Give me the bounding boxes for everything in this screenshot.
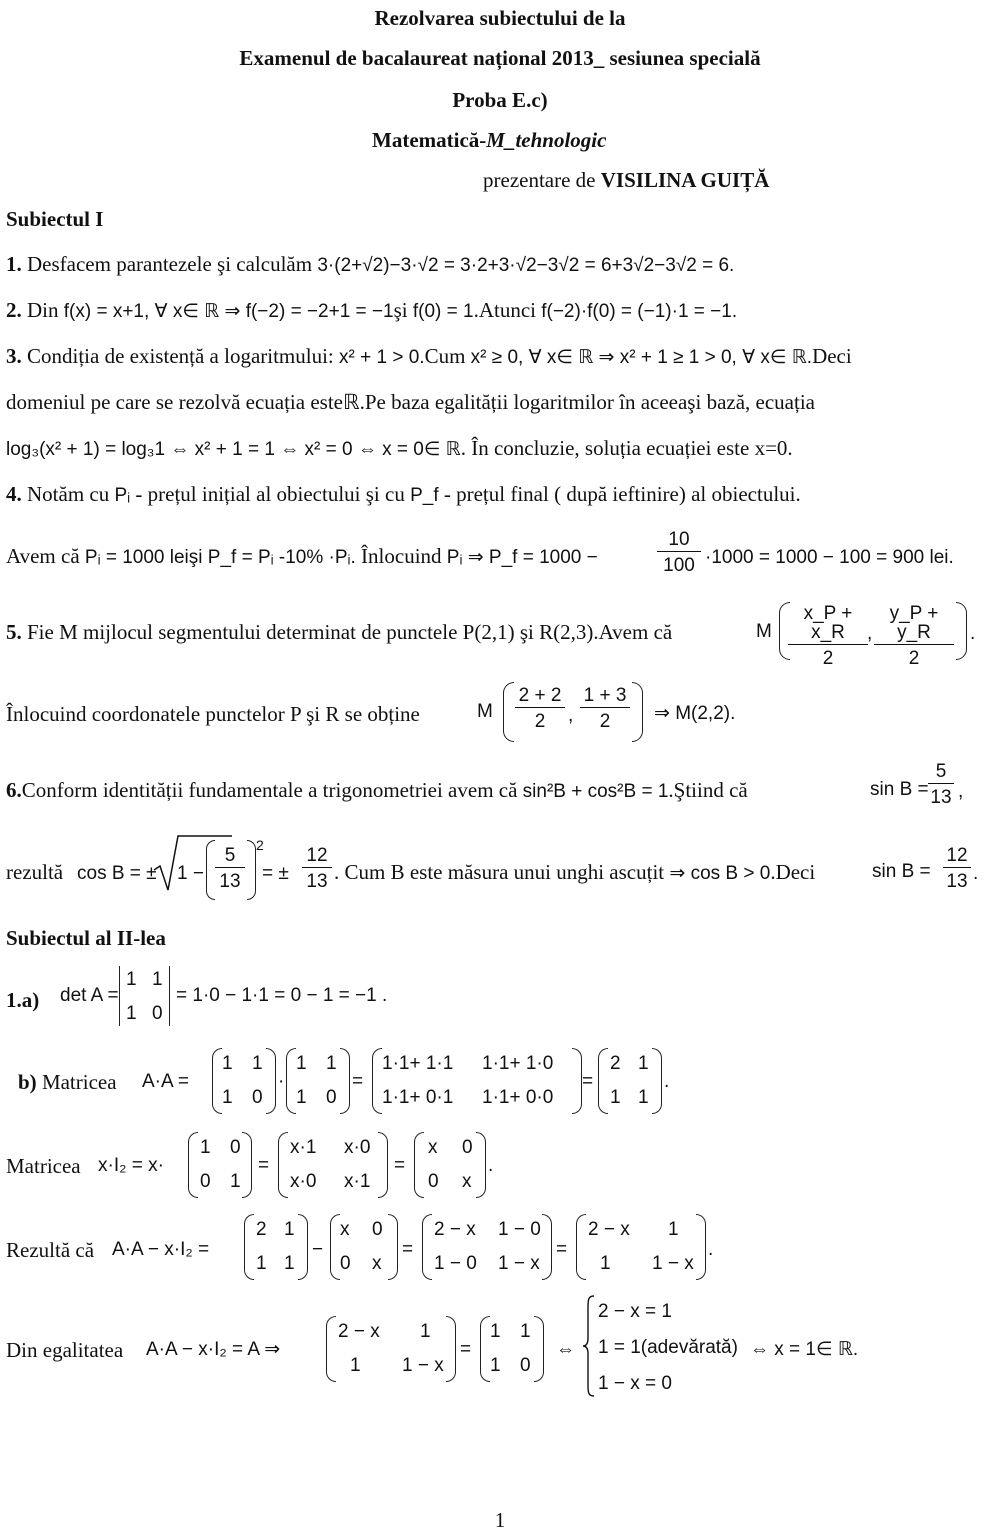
equals-7: =: [460, 1339, 472, 1360]
rez-m4-12: 1: [668, 1219, 679, 1240]
paren-right: [956, 602, 967, 660]
rez-lhs: A·A − x·I₂ =: [112, 1239, 210, 1260]
item-6-rezulta: rezultă: [6, 860, 64, 884]
item-5-num: 5.: [6, 620, 22, 644]
prod-cell-12: 1·1+ 1·0: [482, 1053, 554, 1074]
item-2: [6, 300, 737, 321]
xI-mid-left: [278, 1132, 288, 1198]
item-5-line-1: [6, 622, 672, 643]
period-2: .: [664, 1071, 670, 1092]
coord-y-den: 2: [599, 711, 611, 732]
matrix-prod-left: [372, 1048, 382, 1114]
din-m1-right: [446, 1316, 456, 1382]
matrix-A-left: [212, 1048, 222, 1114]
item-6-cum-text: . Cum B este măsura unui unghi ascuțit: [334, 860, 665, 884]
rez-m3-11: 2 − x: [434, 1219, 476, 1240]
din-label: Din egalitatea: [6, 1338, 124, 1362]
rez-m1-22: 1: [284, 1253, 295, 1274]
prod-cell-22: 1·1+ 0·0: [482, 1087, 554, 1108]
author-prefix: prezentare de: [483, 168, 601, 192]
din-m2-12: 1: [520, 1321, 531, 1342]
item-6-math-1: sin²B + cos²B = 1: [522, 781, 669, 802]
A-cell-22: 0: [252, 1087, 263, 1108]
item-6-line-1: [6, 780, 748, 801]
item-3-line-2: [6, 392, 815, 413]
I2-cell-22: 1: [230, 1171, 241, 1192]
rez-m2-21: 0: [340, 1253, 351, 1274]
item-4-math-1: Pᵢ = 1000 leişi P_f = Pᵢ -10% ·Pᵢ.: [84, 547, 356, 568]
xI-cell-12: x·0: [344, 1137, 371, 1158]
A2-cell-21: 1: [296, 1087, 307, 1108]
sinB-label: sin B =: [870, 779, 929, 800]
matrix-A2-right: [340, 1048, 350, 1114]
rez-m4-11: 2 − x: [588, 1219, 630, 1240]
din-m2-right: [534, 1316, 544, 1382]
prod-cell-21: 1·1+ 0·1: [382, 1087, 454, 1108]
din-m1-left: [326, 1316, 336, 1382]
rez-m2-22: x: [372, 1253, 382, 1274]
thirteen-c: 13: [306, 871, 328, 892]
det-cell-22: 0: [152, 1003, 163, 1024]
header-subject: Matematică-: [372, 128, 487, 152]
I2-left: [188, 1132, 198, 1198]
item-6-stiind: .Ştiind că: [668, 778, 748, 802]
item-1a-num: 1.a): [6, 988, 40, 1012]
equals-3: =: [258, 1155, 270, 1176]
xI-res-11: x: [428, 1137, 438, 1158]
y-numerator: y_P + y_R: [874, 604, 954, 645]
A-cell-11: 1: [222, 1053, 233, 1074]
item-b-label: [18, 1072, 117, 1093]
rez-m3-left: [422, 1214, 432, 1280]
item-4-text-1: Notăm cu: [21, 482, 115, 506]
rez-m3-right: [542, 1214, 552, 1280]
item-1-math: 3·(2+√2)−3·√2 = 3·2+3·√2−3√2 = 6+3√2−3√2 = 6.: [317, 255, 735, 276]
det-bar-right: [169, 966, 170, 1026]
det-cell-21: 1: [126, 1003, 137, 1024]
din-m1-21: 1: [350, 1355, 361, 1376]
header-line-3: Proba E.c): [452, 88, 548, 112]
system-eq-3: 1 − x = 0: [598, 1373, 672, 1394]
item-2-num: 2.: [6, 298, 22, 322]
item-3-math-1: x² + 1 > 0.: [339, 347, 425, 368]
item-2-si: şi: [393, 298, 408, 322]
fraction-12-13-b: [943, 846, 971, 891]
res-cell-22: 1: [638, 1087, 649, 1108]
five: 5: [928, 762, 954, 784]
matrix-prod-right: [572, 1048, 582, 1114]
res-cell-11: 2: [610, 1053, 621, 1074]
equals-2: =: [582, 1071, 594, 1092]
coord-x-den: 2: [534, 711, 546, 732]
det-bar-left: [119, 966, 120, 1026]
xI-cell-21: x·0: [290, 1171, 317, 1192]
twelve: 12: [302, 846, 332, 868]
equals-5: =: [402, 1239, 414, 1260]
square-exponent: 2: [256, 837, 264, 853]
A2-cell-12: 1: [326, 1053, 337, 1074]
five-b: 5: [215, 846, 245, 868]
xI-mid-right: [378, 1132, 388, 1198]
item-6-cum: [334, 862, 815, 883]
item-b-num: b): [18, 1070, 37, 1094]
coord-x-num: 2 + 2: [515, 686, 565, 708]
xI-res-right: [476, 1132, 486, 1198]
item-6-deci: .Deci: [770, 860, 816, 884]
det-result: = 1·0 − 1·1 = 0 − 1 = −1 .: [176, 985, 388, 1006]
thirteen-b: 13: [219, 871, 241, 892]
rez-label: Rezultă că: [6, 1238, 95, 1262]
x-denominator: 2: [822, 648, 834, 669]
matrix-A-right: [266, 1048, 276, 1114]
final-result: ⇔ x = 1∈ ℝ.: [750, 1339, 859, 1360]
item-1-num: 1.: [6, 252, 22, 276]
twelve-b: 12: [943, 846, 971, 868]
rez-m3-22: 1 − x: [498, 1253, 540, 1274]
section-title-2: Subiectul al II-lea: [6, 926, 166, 950]
rez-m1-11: 2: [256, 1219, 267, 1240]
M-letter: M: [477, 701, 493, 722]
equals-4: =: [394, 1155, 406, 1176]
det-label: det A =: [60, 985, 119, 1006]
matrix-res-left: [598, 1048, 608, 1114]
item-3-text-1: Condiția de existență a logaritmului:: [21, 344, 334, 368]
item-4-text-2: - prețul inițial al obiectului şi cu: [130, 482, 411, 506]
res-cell-21: 1: [610, 1087, 621, 1108]
item-2-math-1: f(x) = x+1, ∀ x∈ ℝ ⇒ f(−2) = −2+1 = −1: [63, 301, 394, 322]
din-lhs: A·A − x·I₂ = A ⇒: [146, 1339, 281, 1360]
item-1: [6, 254, 734, 275]
I2-cell-21: 0: [200, 1171, 211, 1192]
prod-cell-11: 1·1+ 1·1: [382, 1053, 454, 1074]
A-cell-12: 1: [252, 1053, 263, 1074]
xI-res-left: [414, 1132, 424, 1198]
rez-m3-21: 1 − 0: [434, 1253, 477, 1274]
paren-left-3: [206, 840, 215, 900]
xI-res-21: 0: [428, 1171, 439, 1192]
system-eq-2: 1 = 1(adevărată): [598, 1337, 738, 1358]
paren-right-2: [632, 682, 643, 742]
header-line-4: [372, 130, 606, 151]
reals-symbol: ℝ: [342, 390, 360, 414]
item-4-inlocuind: Înlocuind: [361, 544, 442, 568]
rez-m1-21: 1: [256, 1253, 267, 1274]
sinB-label-2: sin B =: [872, 861, 931, 882]
cosB-label: cos B = ±: [77, 863, 157, 884]
comma-2: ,: [568, 705, 574, 726]
item-3-num: 3.: [6, 344, 22, 368]
item-2-math-2: f(0) = 1: [412, 301, 474, 322]
din-m1-12: 1: [420, 1321, 431, 1342]
I2-cell-12: 0: [230, 1137, 241, 1158]
res-cell-12: 1: [638, 1053, 649, 1074]
paren-left-2: [503, 682, 514, 742]
coord-y-num: 1 + 3: [580, 686, 630, 708]
rez-m1-left: [244, 1214, 254, 1280]
system-brace-icon: [582, 1294, 596, 1398]
x-numerator: x_P + x_R: [788, 604, 868, 645]
item-5-end: .: [970, 623, 976, 644]
A-cell-21: 1: [222, 1087, 233, 1108]
item-4-math-2: Pᵢ ⇒ P_f = 1000 −: [446, 547, 598, 568]
item-2-din: Din: [27, 298, 59, 322]
coord-x-fraction: [515, 686, 565, 731]
section-title-1: Subiectul I: [6, 207, 104, 231]
A2-cell-11: 1: [296, 1053, 307, 1074]
det-cell-11: 1: [126, 969, 137, 990]
din-m2-21: 1: [490, 1355, 501, 1376]
din-m2-22: 0: [520, 1355, 531, 1376]
item-3-cum: Cum: [424, 344, 466, 368]
item-6-text-1: Conform identității fundamentale a trigonometriei avem că: [21, 778, 518, 802]
system-eq-1: 2 − x = 1: [598, 1301, 672, 1322]
period-3: .: [488, 1155, 494, 1176]
rez-m4-right: [696, 1214, 706, 1280]
rez-m4-22: 1 − x: [652, 1253, 694, 1274]
fraction-5-13-b: [215, 846, 245, 891]
item-2-atunci: .Atunci: [473, 298, 536, 322]
period-4: .: [708, 1239, 714, 1260]
din-m2-11: 1: [490, 1321, 501, 1342]
fraction-12-13: [302, 846, 332, 891]
fraction-5-13: [928, 762, 954, 807]
item-3-text-3: .Pe baza egalității logaritmilor în aceeaşi bază, ecuația: [359, 390, 815, 414]
midpoint-M: M: [756, 621, 772, 642]
rez-m1-12: 1: [284, 1219, 295, 1240]
item-3-deci: Deci: [812, 344, 852, 368]
AA-label: A·A =: [142, 1071, 189, 1092]
item-4-num: 4.: [6, 482, 22, 506]
item-b-text: Matricea: [36, 1070, 117, 1094]
xI-res-22: x: [462, 1171, 472, 1192]
period: .: [973, 863, 979, 884]
din-m1-11: 2 − x: [338, 1321, 380, 1342]
I2-cell-11: 1: [200, 1137, 211, 1158]
rez-m1-right: [298, 1214, 308, 1280]
item-4-line-2a: [6, 546, 598, 567]
item-6-num: 6.: [6, 778, 22, 802]
item-3-math-2: x² ≥ 0, ∀ x∈ ℝ ⇒ x² + 1 ≥ 1 > 0, ∀ x∈ ℝ.: [470, 347, 813, 368]
rez-m4-21: 1: [600, 1253, 611, 1274]
equals-6: =: [556, 1239, 568, 1260]
A2-cell-22: 0: [326, 1087, 337, 1108]
fraction-10-100: [657, 530, 701, 575]
item-5-text-2: Înlocuind coordonatele punctelor P şi R se obține: [6, 702, 420, 726]
xI-lhs: x·I₂ = x·: [98, 1155, 164, 1176]
fraction-numerator: 10: [657, 530, 701, 552]
one-minus: 1 −: [177, 863, 204, 884]
item-6-math-2: ⇒ cos B > 0: [669, 863, 771, 884]
det-cell-12: 1: [152, 969, 163, 990]
item-4-math-3: ·1000 = 1000 − 100 = 900 lei.: [705, 547, 954, 568]
item-4-avem: Avem că: [6, 544, 80, 568]
din-m1-22: 1 − x: [402, 1355, 444, 1376]
item-2-math-3: f(−2)·f(0) = (−1)·1 = −1.: [541, 301, 738, 322]
midpoint-y-fraction: [874, 604, 954, 668]
rez-m2-12: 0: [372, 1219, 383, 1240]
item-4-pf: P_f: [410, 485, 439, 506]
equiv-arrow: ⇔: [556, 1339, 575, 1360]
item-3-text-2: domeniul pe care se rezolvă ecuația este: [6, 390, 343, 414]
dot: ·: [278, 1071, 285, 1092]
rez-m3-12: 1 − 0: [498, 1219, 541, 1240]
xI-cell-22: x·1: [344, 1171, 371, 1192]
item-5-result: ⇒ M(2,2).: [654, 703, 736, 724]
header-profile: M_tehnologic: [486, 128, 607, 152]
thirteen-d: 13: [946, 871, 968, 892]
fraction-denominator: 100: [663, 555, 695, 576]
item-4-text-3: - prețul final ( după ieftinire) al obiectului.: [438, 482, 801, 506]
item-4-line-1: [6, 484, 801, 505]
header-line-1: Rezolvarea subiectului de la: [374, 6, 626, 30]
equals: =: [352, 1071, 364, 1092]
paren-right-3: [247, 840, 256, 900]
rez-m2-left: [330, 1214, 340, 1280]
author-name: VISILINA GUIȚĂ: [600, 168, 770, 192]
din-m2-left: [480, 1316, 490, 1382]
header-line-5: [483, 170, 769, 191]
comma-3: ,: [958, 781, 964, 802]
minus: −: [312, 1239, 324, 1260]
item-3-math-3: log₃(x² + 1) = log₃1 ⇔ x² + 1 = 1 ⇔ x² = 0 ⇔ x = 0∈ ℝ: [6, 439, 461, 460]
thirteen: 13: [930, 787, 952, 808]
xI-res-12: 0: [462, 1137, 473, 1158]
matrix-A2-left: [286, 1048, 296, 1114]
equals-pm: = ±: [262, 863, 289, 884]
rez-m2-right: [388, 1214, 398, 1280]
xI-cell-11: x·1: [290, 1137, 317, 1158]
midpoint-x-fraction: [788, 604, 868, 668]
item-3-line-3: [6, 438, 793, 459]
coord-y-fraction: [580, 686, 630, 731]
y-denominator: 2: [908, 648, 920, 669]
item-4-pi: Pᵢ: [114, 485, 131, 506]
page-number: 1: [494, 1508, 506, 1532]
comma: ,: [867, 623, 873, 644]
header-line-2: Examenul de bacalaureat național 2013_ sesiunea specială: [239, 46, 761, 70]
rez-m2-11: x: [340, 1219, 350, 1240]
matrix-res-right: [652, 1048, 662, 1114]
item-3-text-4: . În concluzie, soluția ecuației este x=0.: [460, 436, 793, 460]
item-5-text-1: Fie M mijlocul segmentului determinat de punctele P(2,1) şi R(2,3).Avem că: [21, 620, 673, 644]
item-3-line-1: [6, 346, 852, 367]
xI-label: Matricea: [6, 1154, 81, 1178]
I2-right: [242, 1132, 252, 1198]
item-1-text: Desfacem parantezele şi calculăm: [21, 252, 318, 276]
rez-m4-left: [576, 1214, 586, 1280]
